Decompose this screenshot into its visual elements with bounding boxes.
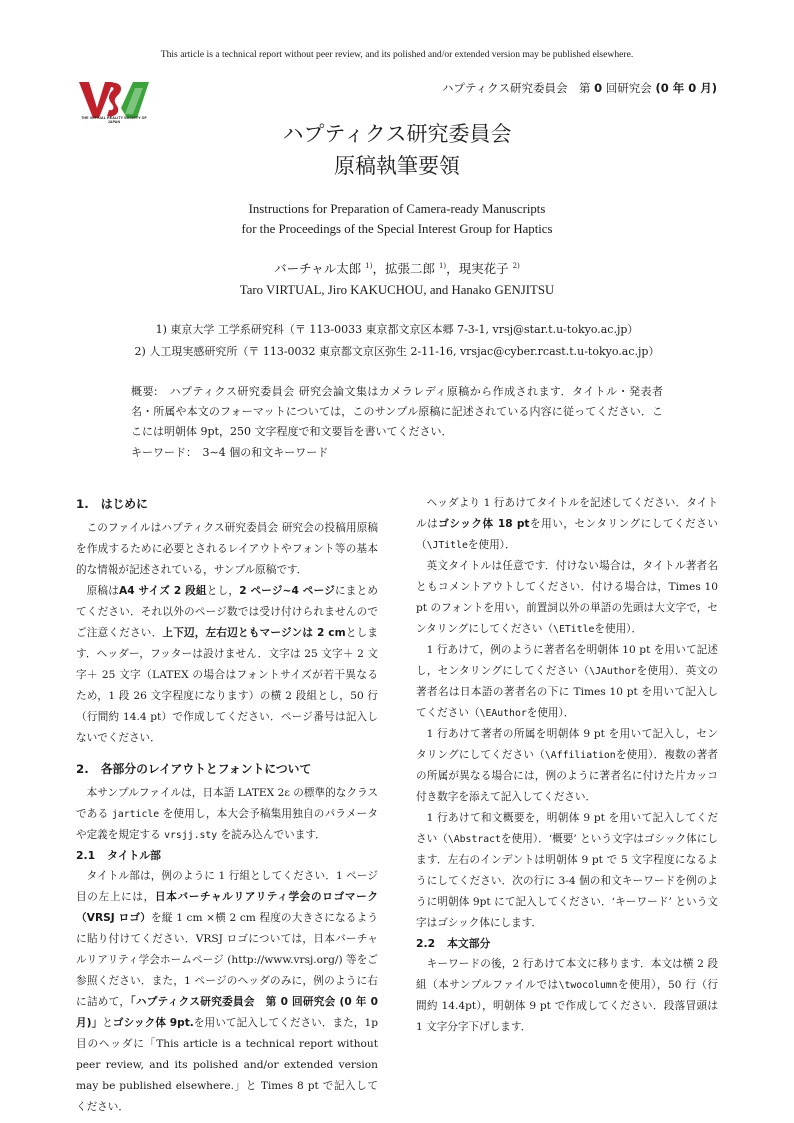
keywords-text: 3∼4 個の和文キーワード — [202, 446, 329, 459]
english-authors: Taro VIRTUAL, Jiro KAKUCHOU, and Hanako GENJITSU — [239, 283, 555, 297]
subsection-2-2-heading: 2.2 本文部分 — [416, 937, 491, 950]
paragraph: 1 行あけて，例のように著者名を明朝体 10 pt を用いて記述し，センタリングにしてください（\JAuthorを使用）．英文の著者名は日本語の著者名の下に Times 10 pt を用いて記入してください（\EAuthorを使用）． — [416, 644, 718, 719]
title-line-2: 原稿執筆要領 — [334, 154, 460, 178]
paragraph: このファイルはハプティクス研究委員会 研究会の投稿用原稿を作成するために必要とされるレイアウトやフォント等の基本的な情報が記述されている，サンプル原稿です． — [76, 522, 378, 576]
paragraph: 本サンプルファイルは，日本語 LATEX 2ε の標準的なクラスである jarticle を使用し，本大会予稿集用独自のパラメータや定義を規定する vrsjj.sty を読み込んでいます． — [76, 787, 379, 841]
subsection-2-1-heading: 2.1 タイトル部 — [76, 849, 161, 862]
affiliation-2: 2) 人工現実感研究所（〒 113-0032 東京都文京区弥生 2-11-16, vrsjac@cyber.rcast.t.u-tokyo.ac.jp） — [134, 345, 660, 358]
keywords — [131, 444, 328, 460]
paragraph: ヘッダより 1 行あけてタイトルを記述してください．タイトルはゴシック体 18 ptを用い，センタリングにしてください（\JTitleを使用）． — [416, 497, 718, 551]
abstract — [131, 382, 663, 442]
affiliations — [0, 319, 794, 363]
paragraph: 1 行あけて和文概要を，明朝体 9 pt を用いて記入してください（\Abstractを使用）．‘概要’ という文字はゴシック体にします．左右のインデントは明朝体 9 pt で 5 文字程度になるようにしてください．次の行に 3-4 個の和文キーワードを例のように明朝体 9pt にて記入してください．‘キーワード’ という文字はゴシック体にします． — [416, 812, 719, 929]
title-line-1: ハプティクス研究委員会 — [282, 122, 512, 146]
meeting-header: ハプティクス研究委員会 第 0 回研究会 (0 年 0 月) — [442, 81, 717, 95]
keywords-label: キーワード： — [131, 446, 192, 459]
logo-caption: THE VIRTUAL REALITY SOCIETY OF JAPAN — [81, 116, 147, 124]
left-column — [76, 494, 378, 1118]
affiliation-1: 1) 東京大学 工学系研究科（〒 113-0033 東京都文京区本郷 7-3-1, vrsj@star.t.u-tokyo.ac.jp） — [155, 323, 639, 336]
abstract-label: 概要: — [131, 385, 158, 398]
japanese-title — [0, 118, 794, 182]
right-column — [416, 493, 718, 1038]
paragraph: 英文タイトルは任意です．付けない場合は，タイトル著者名ともコメントアウトしてください．付ける場合は，Times 10 pt のフォントを用い，前置詞以外の単語の先頭は大文字で，センタリングにしてください（\ETitleを使用）． — [416, 560, 718, 635]
english-title: Instructions for Preparation of Camera-ready Manuscripts for the Proceedings of the Special Interest Group for Haptics — [241, 202, 553, 236]
disclaimer-header: This article is a technical report without peer review, and its polished and/or extended version may be published elsewhere. — [160, 49, 634, 60]
abstract-text: ハプティクス研究委員会 研究会論文集はカメラレディ原稿から作成されます．タイトル・発表者名・所属や本文のフォーマットについては，このサンプル原稿に記述されている内容に従ってください．ここには明朝体 9pt，250 文字程度で和文要旨を書いてください． — [131, 385, 664, 438]
japanese-authors: バーチャル太郎 $^{1)}$，拡張二郎 $^{1)}$，現実花子 $^{2)}$ — [274, 261, 520, 276]
section-2-heading: 2. 各部分のレイアウトとフォントについて — [76, 762, 312, 776]
paragraph: 原稿はA4 サイズ 2 段組とし，2 ページ∼4 ページにまとめてください．それ以外のページ数では受け付けられませんのでご注意ください．上下辺，左右辺ともマージンは 2 cmとします．ヘッダー，フッターは設けません．文字は 25 文字＋ 2 文字＋ 25 文字（LATEX の場合はフォントサイズが若干異なるため，1 段 26 文字程度になります）の横 2 段組とし，50 行（行間約 14.4 pt）で作成してください．ページ番号は記入しないでください． — [76, 585, 379, 744]
paragraph: 1 行あけて著者の所属を明朝体 9 pt を用いて記入し，センタリングにしてください（\Affiliationを使用）．複数の著者の所属が異なる場合には，例のように著者名に付けた片カッコ付き数字を添えて記入してください． — [416, 728, 718, 803]
paragraph: タイトル部は，例のように 1 行組としてください．1 ページ目の左上には，日本バーチャルリアリティ学会のロゴマーク（VRSJ ロゴ）を縦 1 cm ×横 2 cm 程度の大きさになるように貼り付けてください．VRSJ ロゴについては，日本バーチャルリアリティ学会ホームページ (http://www.vrsj.org/) 等をご参照ください．また，1 ページのヘッダのみに，例のように右に詰めて，「ハプティクス研究委員会 第 0 回研究会 (0 年 0 月)」とゴシック体 9pt.を用いて記入してください．また，1p 目のヘッダに「This article is a technical report without peer review, and its polished and/or extended version may be published elsewhere.」と Times 8 pt で記入してください． — [76, 870, 379, 1113]
section-1-heading: 1. はじめに — [76, 497, 148, 511]
paragraph: キーワードの後，2 行あけて本文に移ります．本文は横 2 段組（本サンプルファイルでは\twocolumnを使用），50 行（行間約 14.4pt），明朝体 9 pt で作成してください．段落冒頭は 1 文字分字下げします． — [416, 958, 718, 1033]
